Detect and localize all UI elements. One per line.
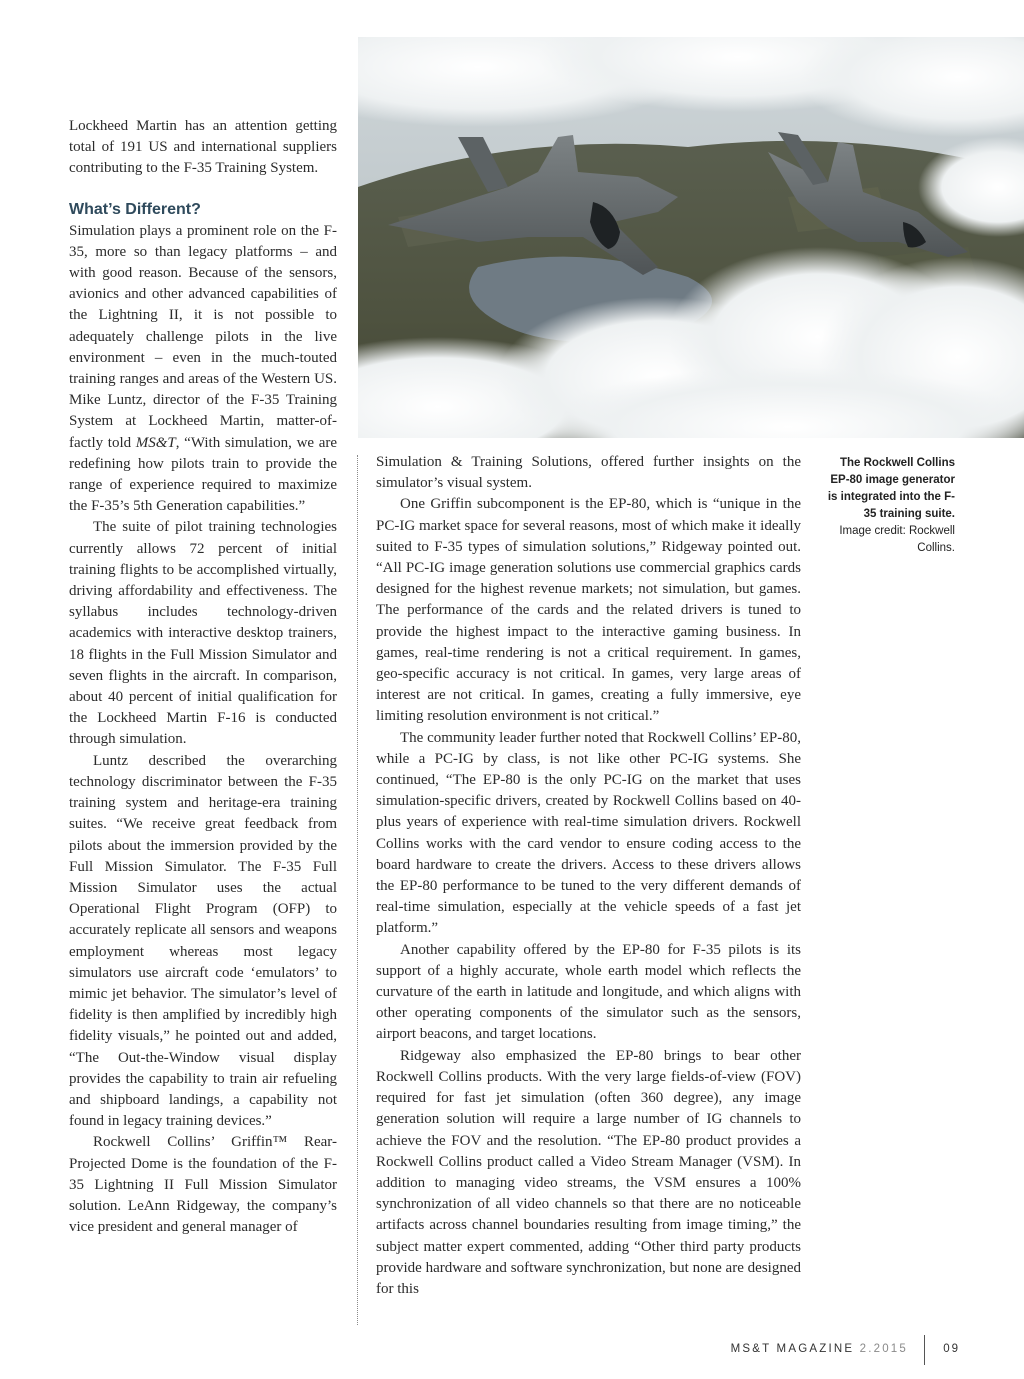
left-column (69, 116, 337, 1238)
body-paragraph: Ridgeway also emphasized the EP-80 brings to bear other Rockwell Collins products. With the very large fields-of-view (FOV) required for fast jet simulation (often 360 degree), any image generation solution will require a large number of IG channels to achieve the FOV and the resolution. “The EP-80 product provides a Rockwell Collins product called a Video Stream Manager (VSM). In addition to managing video streams, the VSM ensures a 100% synchronization of all video channels so that there are no noticeable artifacts across channel boundaries resulting from image timing,” the subject matter expert commented, adding “Other third party products provide hardware and software synchronization, but none are designed for this (376, 1047, 801, 1297)
body-text: Simulation plays a prominent role on the F-35, more so than legacy platforms – and with good reason. Because of the sensors, avionics and other advanced capabilities of the Lightning II, it is not possible to adequately challenge pilots in the live environment – even in the much-touted training ranges and areas of the Western US. Mike Luntz, director of the F-35 Training System at Lockheed Martin, matter-of-factly told (69, 222, 337, 451)
middle-column (376, 452, 801, 1300)
issue-number: 2.2015 (859, 1343, 908, 1355)
photo-caption (818, 455, 955, 557)
section-heading: What’s Different? (69, 200, 201, 218)
body-paragraph: Simulation & Training Solutions, offered further insights on the simulator’s visual system. (376, 454, 801, 492)
footer-divider (924, 1335, 925, 1365)
column-divider (357, 455, 358, 1325)
magazine-issue (731, 1343, 908, 1355)
intro-paragraph: Lockheed Martin has an attention getting total of 191 US and international suppliers contributing to the F-35 Training System. (69, 118, 337, 177)
body-paragraph: Rockwell Collins’ Griffin™ Rear-Projected Dome is the foundation of the F-35 Lightning II Full Mission Simulator solution. LeAnn Ridgeway, the company’s vice president and general manager of (69, 1134, 337, 1236)
magazine-name: MS&T MAGAZINE (730, 1343, 855, 1355)
body-paragraph: One Griffin subcomponent is the EP-80, which is “unique in the PC-IG market space for several reasons, most of which make it ideally suited to F-35 types of simulation solutions,” Ridgeway pointed out. “All PC-IG image generation solutions use commercial graphics cards designed for the highest revenue markets; not simulation, but games. The performance of the cards and the related drivers is tuned to provide the highest impact to the interactive gaming business. In games, real-time rendering is not a critical requirement. In games, geo-specific accuracy is not critical. In games, very large areas of interest are not critical. In games, creating a fully immersive, eye limiting resolution environment is not critical.” (376, 496, 801, 725)
body-paragraph (69, 221, 337, 518)
body-paragraph: Luntz described the overarching technology discriminator between the F-35 training system and heritage-era training suites. “We receive great feedback from pilots about the immersion provided by the Full Mission Simulator. The F-35 Full Mission Simulator uses the actual Operational Flight Program (OFP) to accurately replicate all sensors and weapons employment whereas most legacy simulators use aircraft code ‘emulators’ to mimic jet behavior. The simulator’s level of fidelity is then amplified by incredibly high fidelity visuals,” he pointed out and added, “The Out-the-Window visual display provides the capability to train air refueling and shipboard landings, a capability not found in legacy training devices.” (69, 752, 337, 1130)
publication-name: MS&T (135, 434, 176, 451)
body-paragraph: The suite of pilot training technologies currently allows 72 percent of initial training flights to be accomplished virtually, driving affordability and effectiveness. The syllabus includes technology-driven academics with interactive desktop trainers, 18 flights in the Full Mission Simulator and seven flights in the aircraft. In comparison, about 40 percent of initial qualification for the Lockheed Martin F-16 is conducted through simulation. (69, 519, 337, 748)
body-text: , “With simulation, we are redefining how pilots train to provide the range of experience required to maximize the F-35’s 5th Generation capabilities.” (69, 434, 338, 515)
body-paragraph: Another capability offered by the EP-80 for F-35 pilots is its support of a highly accurate, whole earth model which reflects the curvature of the earth in latitude and longitude, and which aligns with other operating components of the simulator such as the sensors, airport beacons, and target locations. (376, 941, 801, 1043)
page-number: 09 (943, 1343, 960, 1355)
body-paragraph: The community leader further noted that Rockwell Collins’ EP-80, while a PC-IG by class, is not like other PC-IG systems. She continued, “The EP-80 is the only PC-IG on the market that uses simulation-specific drivers, created by Rockwell Collins based on 40-plus years of experience with real-time simulation drivers. Rockwell Collins works with the card vendor to ensure coding access to the board hardware to create the drivers. Access to these drivers allows the EP-80 performance to be tuned to the very different demands of real-time simulation, especially at the vehicle speeds of a fast jet platform.” (376, 729, 801, 937)
caption-text: The Rockwell Collins EP-80 image generator is integrated into the F-35 training suite. (827, 457, 955, 520)
page-footer (700, 1337, 970, 1367)
image-credit: Image credit: Rockwell Collins. (839, 525, 955, 554)
f35-jets-photo (358, 37, 1024, 438)
